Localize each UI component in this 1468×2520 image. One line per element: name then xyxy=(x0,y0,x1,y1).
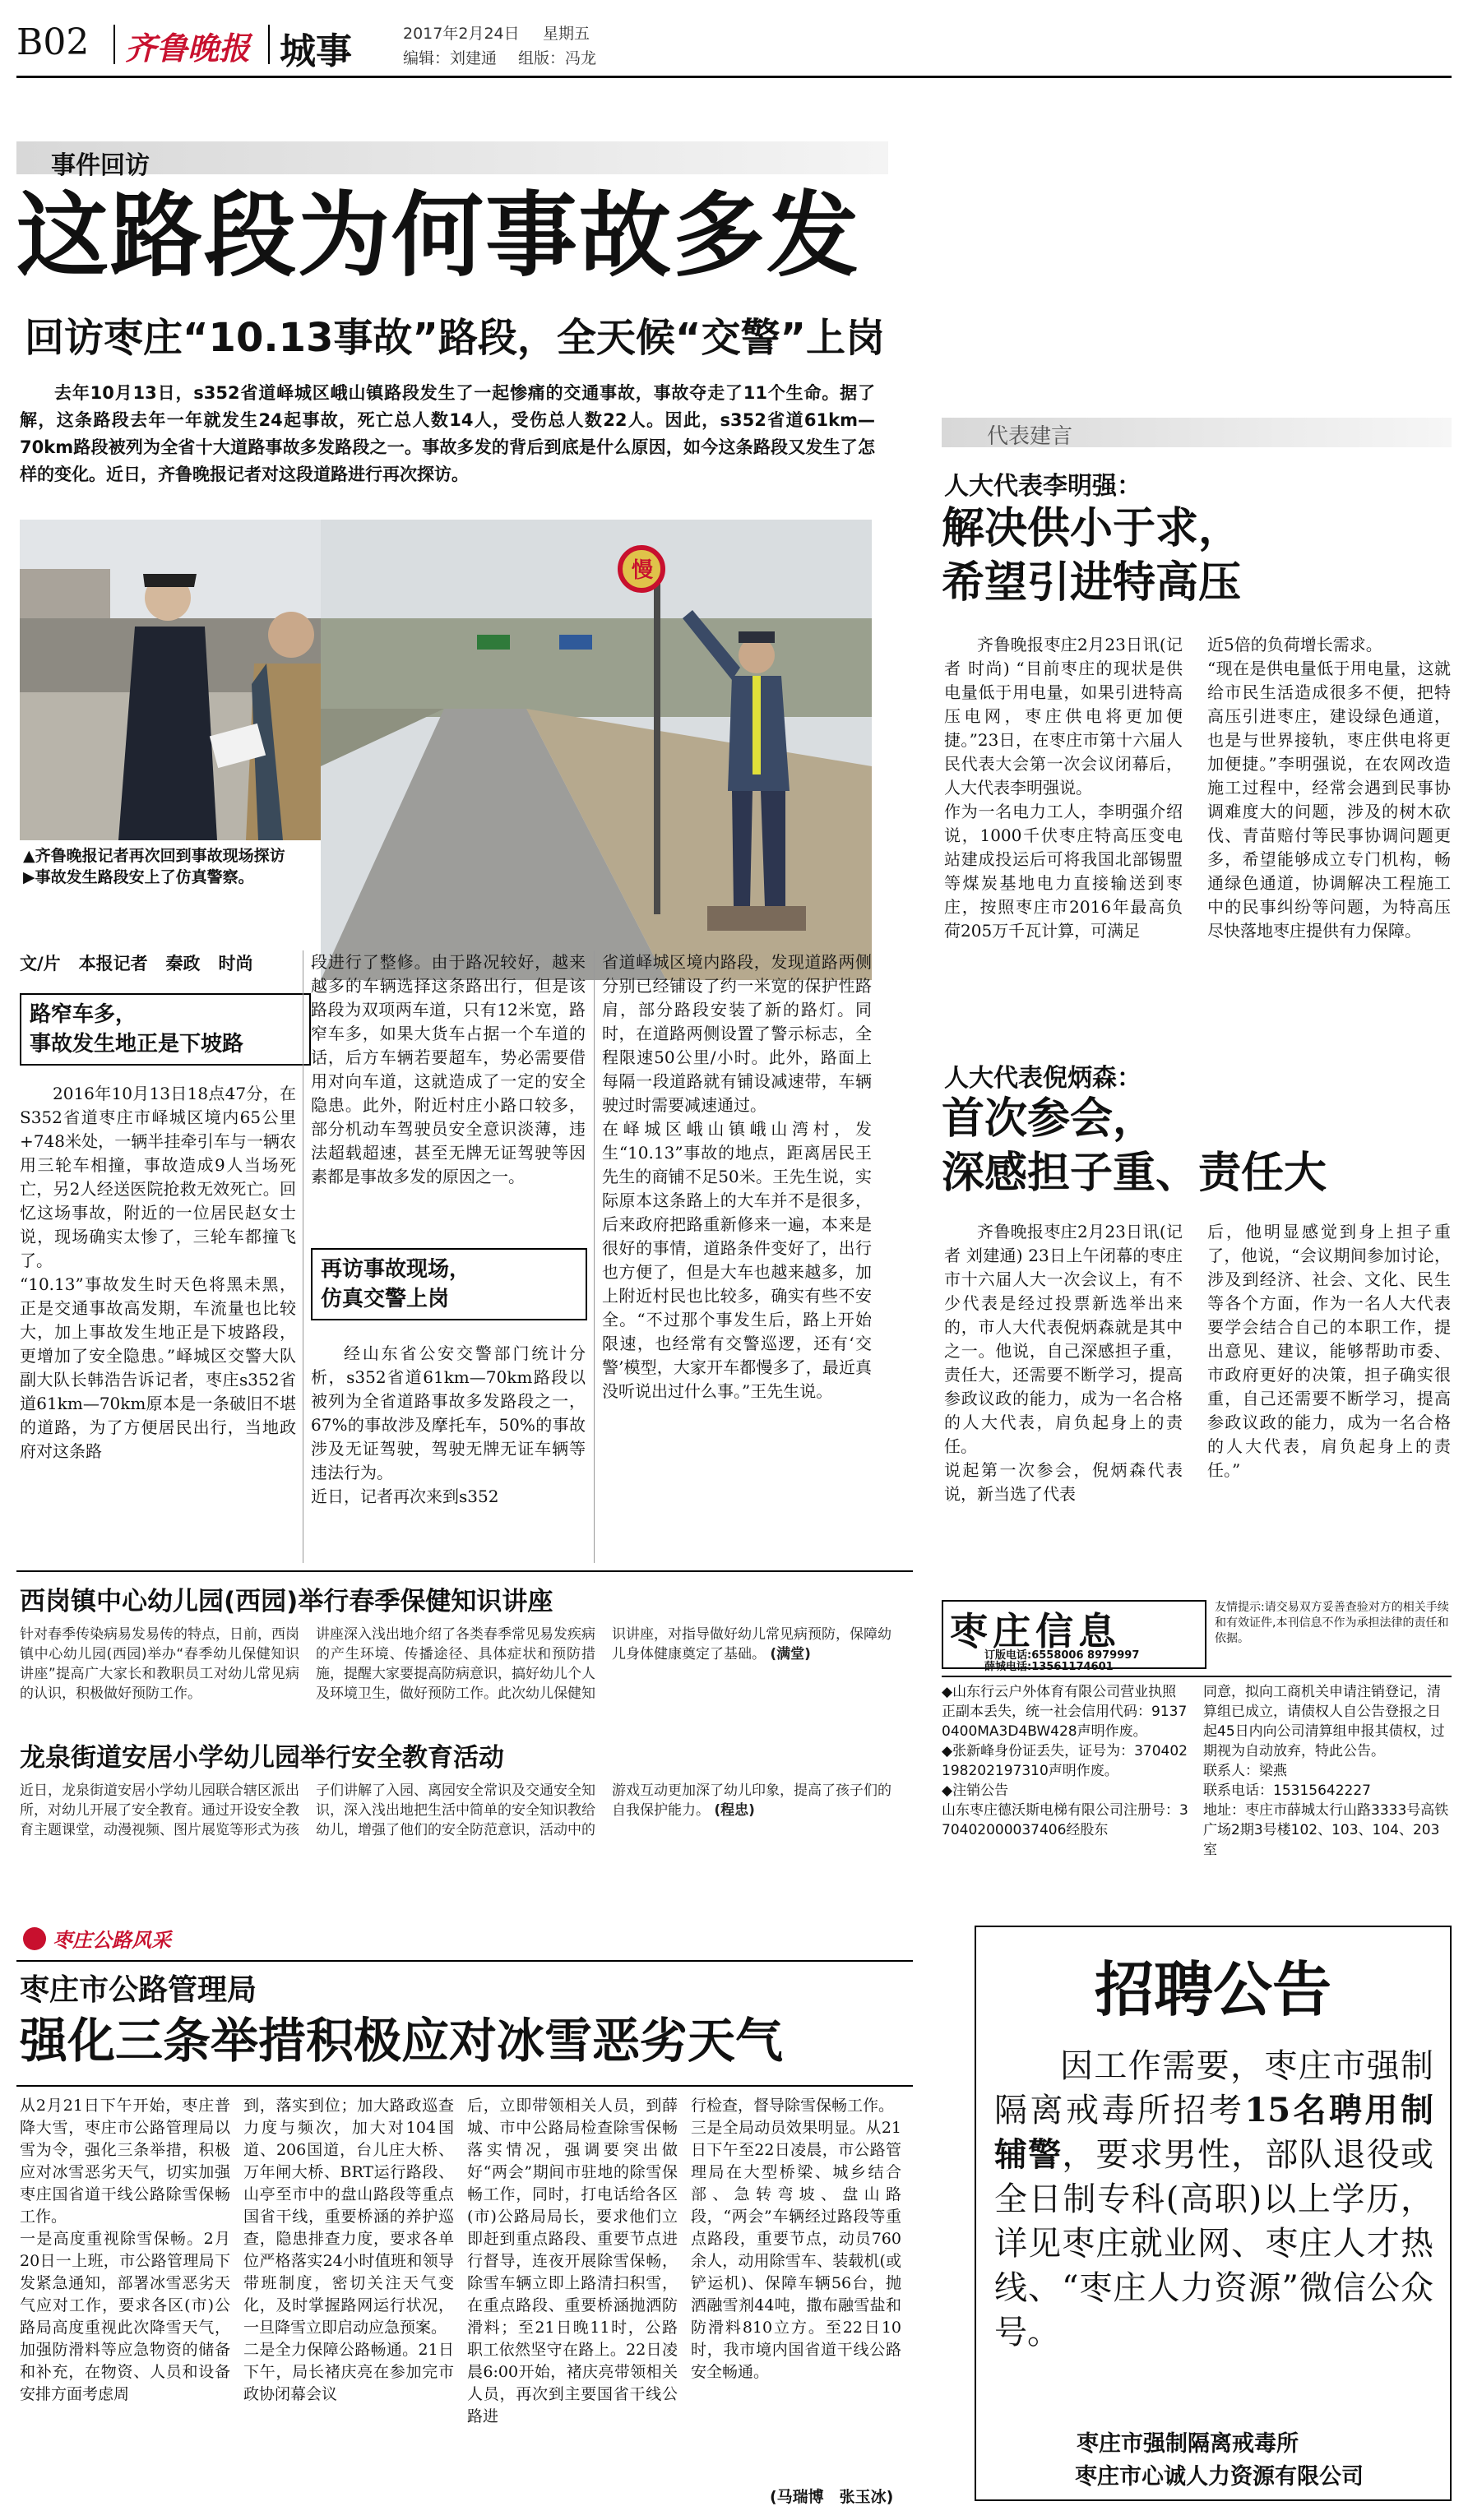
brief1-body xyxy=(20,1625,891,1707)
section-name: 城事 xyxy=(280,30,352,72)
recruit-org-1: 枣庄市强制隔离戒毒所 xyxy=(1077,2431,1299,2457)
recruit-title: 招聘公告 xyxy=(1094,1955,1331,2024)
main-lead: 去年10月13日，s352省道峄城区峨山镇路段发生了一起惨痛的交通事故，事故夺走了11个生命。据了解，这条路段去年一年就发生24起事故，死亡总人数14人，受伤总人数22人。因此，s352省道61km—70km路段被列为全省十大道路事故多发路段之一。事故多发的背后到底是什么原因，如今这条路段又发生了怎样的变化。近日，齐鲁晚报记者对这段道路进行再次探访。 xyxy=(20,383,875,484)
byline: 文/片 本报记者 秦政 时尚 xyxy=(20,954,253,973)
recruit-body-highlight: 15名聘用制辅警 xyxy=(994,2091,1433,2174)
rep2-column-1: 齐鲁晚报枣庄2月23日讯(记者 刘建通) 23日上午闭幕的枣庄市十六届人大一次会议上，有不少代表是经过投票新选举出来的，市人大代表倪炳森就是其中之一。他说，自己深感担子重，责任大，还需要不断学习，提高参政议政的能力，成为一名合格的人大代表，肩负起身上的责任。 说起第一次参会，倪炳森代表说，新当选了代表 xyxy=(944,1222,1183,1504)
brief2-text: 近日，龙泉街道安居小学幼儿园联合辖区派出所，对幼儿开展了安全教育。通过开设安全教育主题课堂，动漫视频、图片展览等形式为孩子们讲解了入园、离园安全常识及交通安全知识，深入浅出地把生活中简单的安全知识教给幼儿，增强了他们的安全防范意识，活动中的游戏互动更加深了幼儿印象，提高了孩子们的自我保护能力。 xyxy=(20,1782,891,1838)
recruit-body-a: 因工作需要，枣庄市强制隔离戒毒所招考 xyxy=(994,2047,1433,2129)
ads-items-left: ◆山东行云户外体育有限公司营业执照正副本丢失，统一社会信用代码：91370400MA3D4BW428声明作废。 ◆张新峰身份证丢失，证号为：370402198202197310声明作废。 ◆注销公告 山东枣庄德沃斯电梯有限公司注册号：370402000037406经股东 xyxy=(942,1684,1188,1838)
ads-rule xyxy=(942,1676,1452,1677)
ads-note: 友情提示:请交易双方妥善查验对方的相关手续和有效证件,本刊信息不作为承担法律的责任和依据。 xyxy=(1215,1601,1449,1645)
story-kicker: 事件回访 xyxy=(51,151,150,180)
rep-tag: 代表建言 xyxy=(987,424,1073,449)
subhead-revisit: 再访事故现场， 仿真交警上岗 xyxy=(311,1248,587,1320)
paper-logo: 齐鲁晚报 xyxy=(125,30,251,67)
issue-weekday: 星期五 xyxy=(543,25,590,43)
brief1-text: 针对春季传染病易发易传的特点，日前，西岗镇中心幼儿园(西园)举办“春季幼儿保健知识讲座”提高广大家长和教职员工对幼儿常见病的认识，积极做好预防工作。 讲座深入浅出地介绍了各类春季常见易发疾病的产生环境、传播途径、具体症状和预防措施，提醒大家要提高防病意识，搞好幼儿个人及环境卫生，做好预防工作。此次幼儿保健知识讲座，对指导做好幼儿常见病预防，保障幼儿身体健康奠定了基础。 xyxy=(20,1626,891,1702)
brief2-body xyxy=(20,1781,891,1880)
caption-mannequin: ▶事故发生路段安上了仿真警察。 xyxy=(23,868,254,886)
highway-headline: 强化三条举措积极应对冰雪恶劣天气 xyxy=(20,2013,784,2069)
highway-column-2: 到，落实到位；加大路政巡查力度与频次，加大对104国道、206国道，台儿庄大桥、万年闸大桥、BRT运行路段、山亭至市中的盘山路段等重点国省干线，重要桥涵的养护巡查，隐患排查力度，要求各单位严格落实24小时值班和领导带班制度，密切关注天气变化，及时掌握路网运行状况，一旦降雪立即启动应急预案。 二是全力保障公路畅通。21日下午，局长褚庆亮在参加完市政协闭幕会议 xyxy=(243,2097,454,2403)
masthead xyxy=(16,16,1452,74)
main-column-1: 2016年10月13日18点47分，在S352省道枣庄市峄城区境内65公里+748米处，一辆半挂牵引车与一辆农用三轮车相撞，事故造成9人当场死亡，另2人经送医院抢救无效死亡。回忆这场事故，附近的一位居民赵女士说，现场确实太惨了，三轮车都撞飞了。 “10.13”事故发生时天色将黑未黑，正是交通事故高发期，车流量也比较大，加上事故发生地正是下坡路段，更增加了安全隐患。”峄城区交警大队副大队长韩浩告诉记者，枣庄s352省道61km—70km原本是一条破旧不堪的道路，为了方便居民出行，当地政府对这条路 xyxy=(20,1084,296,1461)
highway-column-3: 后，立即带领相关人员，到薛城、市中公路局检查除雪保畅落实情况，强调要突出做好“两会”期间市驻地的除雪保畅工作，同时，打电话给各区(市)公路局局长，要求他们立即赶到重点路段、重要节点进行督导，连夜开展除雪保畅，除雪车辆立即上路清扫积雪，在重点路段、重要桥涵抛洒防滑料；至21日晚11时，公路职工依然坚守在路上。22日凌晨6:00开始，褚庆亮带领相关人员，再次到主要国省干线公路进 xyxy=(467,2097,678,2425)
brief2-signature: (程忠) xyxy=(714,1802,755,1819)
ads-title: 枣庄信息 xyxy=(950,1609,1121,1653)
editor-credit: 编辑：刘建通 xyxy=(403,49,498,67)
ads-items-right: 同意，拟向工商机关申请注销登记，清算组已成立，请债权人自公告登报之日起45日内向公司清算组申报其债权，过期视为自动放弃，特此公告。 联系人：梁燕 联系电话：15315642227 地址：枣庄市薛城太行山路3333号高铁广场2期3号楼102、103、104、203室 xyxy=(1203,1684,1449,1858)
brief1-headline: 西岗镇中心幼儿园(西园)举行春季保健知识讲座 xyxy=(20,1587,553,1616)
highway-org: 枣庄市公路管理局 xyxy=(20,1973,257,2007)
designer-credit: 组版：冯龙 xyxy=(518,49,597,67)
highway-logo-icon xyxy=(23,1927,46,1950)
masthead-divider xyxy=(268,25,270,64)
recruit-box xyxy=(975,1926,1452,2501)
ads-title-block xyxy=(942,1600,1206,1673)
highway-under-rule xyxy=(16,2085,913,2087)
ads-phone-1: 订版电话:6558006 8979997 xyxy=(984,1649,1140,1662)
section-rule xyxy=(16,1570,913,1572)
masthead-rule xyxy=(16,76,1452,78)
recruit-org-2: 枣庄市心诚人力资源有限公司 xyxy=(1075,2464,1364,2490)
main-headline: 这路段为何事故多发 xyxy=(16,183,860,289)
highway-logo-text: 枣庄公路风采 xyxy=(53,1928,171,1952)
highway-logo xyxy=(23,1922,237,1955)
photo-mannequin-police xyxy=(321,520,872,980)
ads-phone-2: 薛城电话:13561174601 xyxy=(984,1661,1114,1673)
sign-character: 慢 xyxy=(632,558,654,583)
rep-column-1: 齐鲁晚报枣庄2月23日讯(记者 时尚) “目前枣庄的现状是供电量低于用电量，如果引进特高压电网，枣庄供电将更加便捷。”23日，在枣庄市第十六届人民代表大会第一次会议闭幕后，人大代表李明强说。 作为一名电力工人，李明强介绍说，1000千伏枣庄特高压变电站建成投运后可将我国北部锡盟等煤炭基地电力直接输送到枣庄，按照枣庄市2016年最高负荷205万千瓦计算，可满足 xyxy=(944,635,1183,941)
rep2-headline: 首次参会， 深感担子重、责任大 xyxy=(942,1094,1327,1198)
rep2-name-line: 人大代表倪炳森： xyxy=(944,1064,1142,1093)
highway-column-4: 行检查，督导除雪保畅工作。 三是全局动员效果明显。从21日下午至22日凌晨，市公路管理局在大型桥梁、城乡结合部、急转弯坡、盘山路段，“两会”车辆经过路段等重点路段，重要节点，动员760余人，动用除雪车、装载机(或铲运机)、保障车辆56台，抛洒融雪剂44吨，撒布融雪盐和防滑料810立方。至22日10时，我市境内国省道干线公路安全畅通。 xyxy=(691,2097,901,2381)
brief2-headline: 龙泉街道安居小学幼儿园举行安全教育活动 xyxy=(20,1743,504,1773)
highway-signature: (马瑞博 张玉冰) xyxy=(770,2488,894,2506)
highway-column-1: 从2月21日下午开始，枣庄普降大雪，枣庄市公路管理局以雪为令，强化三条举措，积极应对冰雪恶劣天气，切实加强枣庄国省道干线公路除雪保畅工作。 一是高度重视除雪保畅。2月20日一上班，市公路管理局下发紧急通知，部署冰雪恶劣天气应对工作，要求各区(市)公路局高度重视此次降雪天气，加强防滑料等应急物资的储备和补充，在物资、人员和设备安排方面考虑周 xyxy=(20,2097,230,2403)
recruit-body-b: ，要求男性，部队退役或全日制专科(高职)以上学历，详见枣庄就业网、枣庄人才热线、“枣庄人力资源”微信公众号。 xyxy=(994,2136,1434,2351)
caption-reporter: ▲齐鲁晚报记者再次回到事故现场探访 xyxy=(23,847,285,865)
rep2-column-2: 后，他明显感觉到身上担子重了，他说，“会议期间参加讨论，涉及到经济、社会、文化、民生等各个方面，作为一名人大代表要学会结合自己的本职工作，提出意见、建议，能够帮助市委、市政府更好的决策，担子确实很重，自己还需要不断学习，提高参政议政的能力，成为一名合格的人大代表，肩负起身上的责任。” xyxy=(1207,1222,1451,1480)
main-column-3: 省道峄城区境内路段，发现道路两侧分别已经铺设了约一米宽的保护性路肩，部分路段安装了新的路灯。同时，在道路两侧设置了警示标志，全程限速50公里/小时。此外，路面上每隔一段道路就有铺设减速带，车辆驶过时需要减速通过。 在峄城区峨山镇峨山湾村，发生“10.13”事故的地点，距离居民王先生的商铺不足50米。王先生说，实际原本这条路上的大车并不是很多，后来政府把路重新修来一遍，本来是很好的事情，道路条件变好了，出行也方便了，但是大车也越来越多，加上附近村民也比较多，确实有些不安全。“不过那个事发生后，路上开始限速，也经常有交警巡逻，还有‘交警’模型，大家开车都慢多了，最近真没听说出过什么事。”王先生说。 xyxy=(602,952,872,1401)
issue-date: 2017年2月24日 xyxy=(403,25,520,43)
column-rule xyxy=(594,950,595,1563)
rep-name-line: 人大代表李明强： xyxy=(944,472,1142,501)
photo-caption xyxy=(23,845,294,888)
recruit-body xyxy=(994,2044,1433,2355)
rep-column-2: 近5倍的负荷增长需求。 “现在是供电量低于用电量，这就给市民生活造成很多不便，把特高压引进枣庄，建设绿色通道，也是与世界接轨，枣庄供电将更加便捷。”李明强说，在农网改造施工过程中，经常会遇到民事协调难度大的问题，涉及的树木砍伐、青苗赔付等民事协调问题更多，希望能够成立专门机构，畅通绿色通道，协调解决工程施工中的民事纠纷等问题，为特高压尽快落地枣庄提供有力保障。 xyxy=(1207,635,1451,941)
page-number: B02 xyxy=(16,21,90,63)
subhead-narrow-road: 路窄车多， 事故发生地正是下坡路 xyxy=(20,993,311,1066)
highway-top-rule xyxy=(16,1960,913,1962)
masthead-divider xyxy=(113,25,115,64)
ads-box xyxy=(942,1600,1452,1912)
main-column-2b: 经山东省公安交警部门统计分析，s352省道61km—70km路段以被列为全省道路事故多发路段之一，67%的事故涉及摩托车，50%的事故涉及无证驾驶，驾驶无牌无证车辆等违法行为。 近日，记者再次来到s352 xyxy=(311,1343,586,1506)
rep-headline: 解决供小于求， 希望引进特高压 xyxy=(942,504,1242,608)
main-subheadline: 回访枣庄“10.13事故”路段，全天候“交警”上岗 xyxy=(25,315,886,361)
brief1-signature: (满堂) xyxy=(770,1646,811,1662)
main-column-2a: 段进行了整修。由于路况较好，越来越多的车辆选择这条路出行，但是该路段为双项两车道，只有12米宽，路窄车多，如果大货车占据一个车道的话，后方车辆若要超车，势必需要借用对向车道，这就造成了一定的安全隐患。此外，附近村庄小路口较多，部分机动车驾驶员安全意识淡薄，违法超载超速，甚至无牌无证驾驶等因素都是事故多发的原因之一。 xyxy=(311,952,586,1186)
